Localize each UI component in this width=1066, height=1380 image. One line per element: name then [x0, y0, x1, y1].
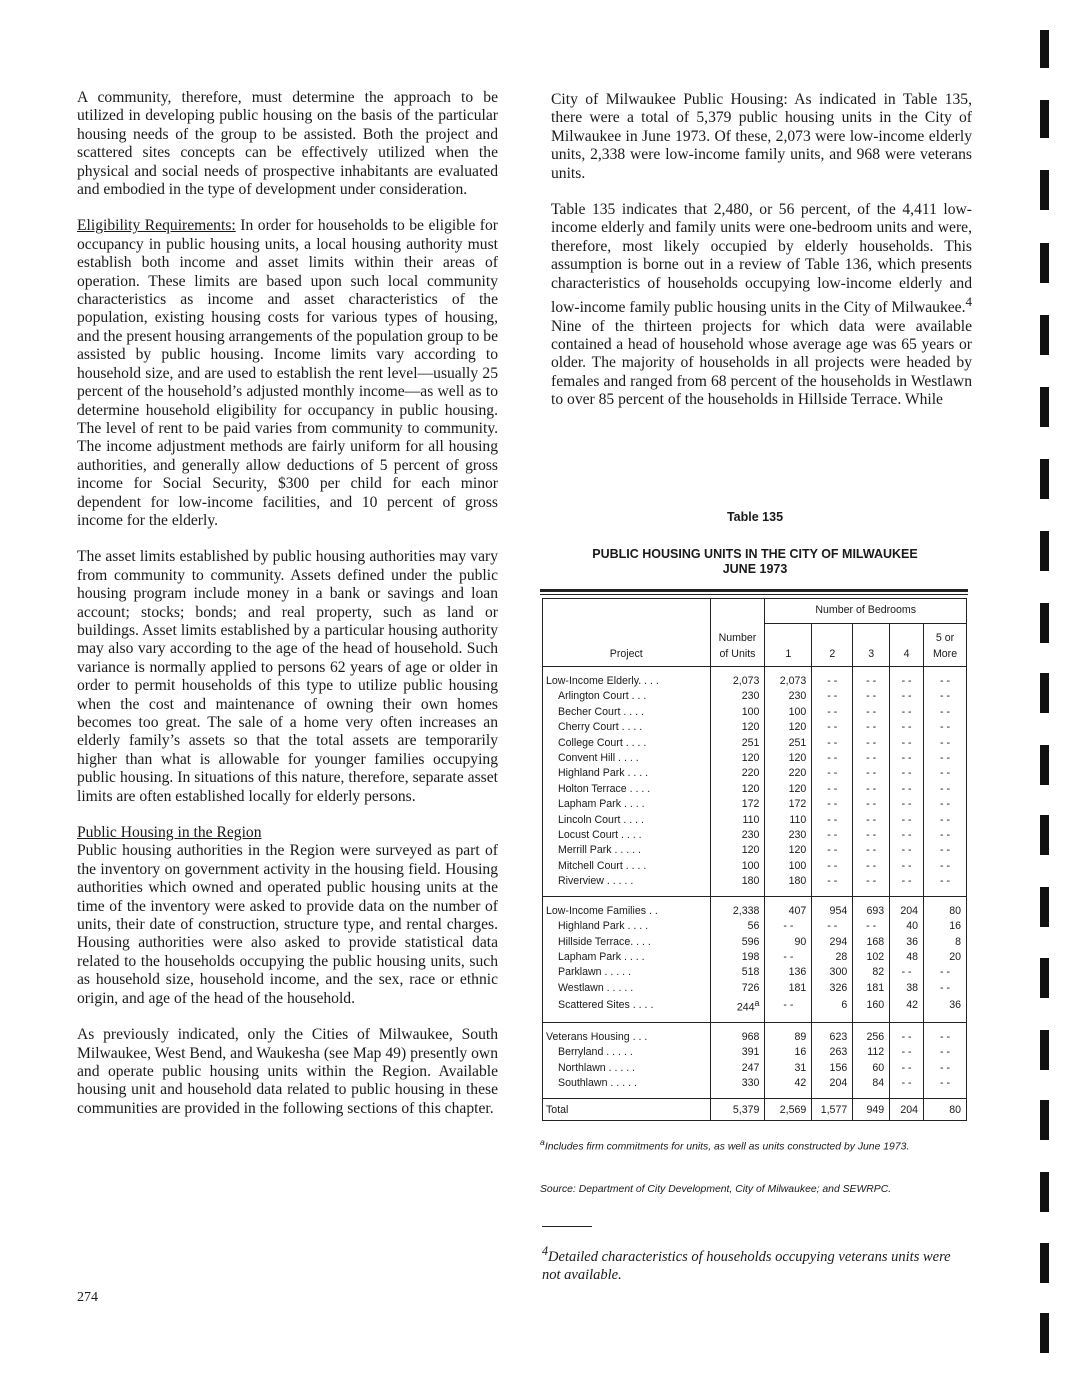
table-cell: 156 [812, 1061, 853, 1076]
header-bedrooms-4: 4 [890, 624, 924, 667]
table-row [543, 935, 967, 950]
table-cell: 100 [710, 859, 765, 874]
table-row [543, 797, 967, 812]
header-line: More [932, 647, 958, 660]
table-row [543, 689, 967, 704]
scan-edge-mark [1040, 170, 1049, 210]
table-cell: - - [853, 689, 890, 704]
table-cell: 2,569 [765, 1098, 812, 1120]
table-cell: - - [812, 782, 853, 797]
table-cell: 294 [812, 935, 853, 950]
table-row-group-total [543, 896, 967, 919]
table-cell: - - [853, 919, 890, 934]
table-cell: 120 [710, 782, 765, 797]
table-cell: 89 [765, 1023, 812, 1046]
table-cell: 954 [812, 896, 853, 919]
footnote-rule [542, 1226, 592, 1227]
table-cell: 48 [890, 950, 924, 965]
table-cell: - - [853, 736, 890, 751]
table-cell: 120 [765, 720, 812, 735]
table-cell: 120 [765, 782, 812, 797]
table-cell: - - [890, 1076, 924, 1098]
table-cell: - - [765, 996, 812, 1022]
table-cell: - - [924, 859, 967, 874]
table-cell: 100 [710, 705, 765, 720]
table-cell: - - [924, 965, 967, 980]
table-cell: - - [812, 720, 853, 735]
table-cell: 300 [812, 965, 853, 980]
paragraph: As previously indicated, only the Cities of Milwaukee, South Milwaukee, West Bend, and Waukesha (see Map 49) presently own and operate public housing units within the Region. Available housing unit and household data related to public housing in these communities are provided in the following sections of this chapter. [77, 1026, 498, 1117]
table-cell: - - [890, 705, 924, 720]
table-cell: 251 [710, 736, 765, 751]
table-cell: - - [890, 736, 924, 751]
footnote-marker: a [754, 998, 760, 1009]
table-cell: - - [853, 874, 890, 896]
table-row [543, 1061, 967, 1076]
table-row-label: Scattered Sites . . . . [543, 996, 711, 1022]
table-cell: 16 [765, 1045, 812, 1060]
table-row-label: Lincoln Court . . . . [543, 813, 711, 828]
table-cell: 391 [710, 1045, 765, 1060]
table-cell: - - [812, 874, 853, 896]
table-cell: 230 [765, 828, 812, 843]
table-cell: - - [812, 859, 853, 874]
table-cell: 112 [853, 1045, 890, 1060]
table-cell: 36 [924, 996, 967, 1022]
table-cell: - - [853, 843, 890, 858]
table-cell: 596 [710, 935, 765, 950]
table-cell: 726 [710, 981, 765, 996]
table-row [543, 965, 967, 980]
table-cell: 181 [765, 981, 812, 996]
table-cell: 172 [765, 797, 812, 812]
table-row-label: Locust Court . . . . [543, 828, 711, 843]
table-cell: - - [924, 782, 967, 797]
paragraph: The asset limits established by public housing authorities may vary from community to community. Assets defined under the public housing program include money in a bank or savings and loan account; stocks; bonds; and real property, such as land or buildings. Asset limits established by a particular housing authority may also vary according to the age of the head of household. Such variance is normally applied to persons 62 years of age or older in order to permit households of this type to utilize public housing when the cost and maintenance of owning their own homes becomes too great. The sale of a home very often increases an elderly family’s assets so that the total assets are temporarily higher than what is allowable for younger families occupying public housing. In situations of this nature, therefore, separate asset limits are often established locally for elderly persons. [77, 548, 498, 805]
table-row [543, 813, 967, 828]
table-row-total [543, 1098, 967, 1120]
table-cell: 120 [765, 843, 812, 858]
table-cell: - - [890, 766, 924, 781]
table-row-group-total [543, 667, 967, 690]
header-number-of-units [710, 599, 765, 667]
table-cell: - - [890, 689, 924, 704]
section-heading-public-housing: Public Housing in the Region [77, 824, 262, 842]
table-cell: 110 [765, 813, 812, 828]
table-row-label: Highland Park . . . . [543, 919, 711, 934]
table-row-label: Low-Income Elderly. . . . [543, 667, 711, 690]
scan-edge-mark [1040, 815, 1049, 855]
table-row-label: Berryland . . . . . [543, 1045, 711, 1060]
table-cell: - - [812, 919, 853, 934]
table-cell: - - [890, 813, 924, 828]
scan-edge-mark [1040, 603, 1049, 643]
table-row [543, 950, 967, 965]
table-cell: 168 [853, 935, 890, 950]
table-cell: 110 [710, 813, 765, 828]
table-cell: - - [890, 859, 924, 874]
table-cell: - - [812, 751, 853, 766]
table-cell: 90 [765, 935, 812, 950]
table-cell: 42 [890, 996, 924, 1022]
table-row [543, 981, 967, 996]
table-row-label: Holton Terrace . . . . [543, 782, 711, 797]
table-cell: 100 [765, 705, 812, 720]
table-cell: - - [890, 667, 924, 690]
table-cell: - - [812, 766, 853, 781]
table-cell: 230 [765, 689, 812, 704]
paragraph: City of Milwaukee Public Housing: As indicated in Table 135, there were a total of 5,379 public housing units in the City of Milwaukee in June 1973. Of these, 2,073 were low-income elderly units, 2,338 were low-income family units, and 968 were veterans units. [551, 91, 972, 182]
table-cell: - - [853, 782, 890, 797]
table-row-label: College Court . . . . [543, 736, 711, 751]
table-cell: 180 [710, 874, 765, 896]
header-line: 5 or [935, 632, 955, 645]
table-cell: 8 [924, 935, 967, 950]
paragraph: A community, therefore, must determine the approach to be utilized in developing public housing on the basis of the particular housing needs of the group to be assisted. Both the project and scattered sites concepts can be effectively utilized when the physical and social needs of prospective inhabitants are evaluated and embodied in the type of development under consideration. [77, 89, 498, 199]
table-cell: - - [812, 797, 853, 812]
table-row [543, 843, 967, 858]
table-top-rule-thin [540, 594, 968, 595]
page-number: 274 [77, 1290, 98, 1305]
table-cell: 40 [890, 919, 924, 934]
table-cell: 251 [765, 736, 812, 751]
paragraph: Public housing authorities in the Region were surveyed as part of the inventory on government activity in the housing field. Housing authorities which owned and operated public housing units at the time of the inventory were asked to provide data on the number of units, their date of construction, structure type, and rental charges. Housing authorities were also asked to provide statistical data related to the households occupying the public housing units, such as household size, household income, and the sex, race or ethnic origin, and age of the head of the household. [77, 842, 498, 1007]
table-cell: 518 [710, 965, 765, 980]
footnote-reference: 4 [965, 294, 972, 310]
table-cell [710, 996, 765, 1022]
table-row [543, 720, 967, 735]
table-cell: 84 [853, 1076, 890, 1098]
table-cell: - - [812, 828, 853, 843]
table-cell: - - [812, 736, 853, 751]
table-cell: - - [924, 843, 967, 858]
table-cell: 230 [710, 828, 765, 843]
table-cell: - - [890, 1045, 924, 1060]
table-row-label: Lapham Park . . . . [543, 797, 711, 812]
table-number: Table 135 [726, 510, 784, 524]
scan-edge-mark [1040, 1030, 1049, 1070]
scan-edge-mark [1040, 100, 1049, 138]
table-caption-line: PUBLIC HOUSING UNITS IN THE CITY OF MILWAUKEE [592, 547, 918, 561]
table-cell: - - [924, 736, 967, 751]
table-cell: - - [765, 950, 812, 965]
scan-edge-mark [1040, 1100, 1049, 1140]
table-cell: - - [890, 1061, 924, 1076]
table-cell: 230 [710, 689, 765, 704]
table-cell: 60 [853, 1061, 890, 1076]
table-cell: - - [924, 705, 967, 720]
table-cell: - - [765, 919, 812, 934]
table-cell: - - [924, 720, 967, 735]
scan-edge-mark [1040, 745, 1049, 785]
table-cell: - - [890, 720, 924, 735]
table-row-label: Lapham Park . . . . [543, 950, 711, 965]
table-cell: - - [924, 1076, 967, 1098]
table-row [543, 919, 967, 934]
table-row [543, 1045, 967, 1060]
table-cell: 5,379 [710, 1098, 765, 1120]
table-cell: - - [890, 751, 924, 766]
table-cell: - - [924, 1045, 967, 1060]
scan-edge-mark [1040, 387, 1049, 427]
table-cell: 6 [812, 996, 853, 1022]
right-column [551, 91, 972, 428]
table-cell: - - [812, 667, 853, 690]
table-row-label: Low-Income Families . . [543, 896, 711, 919]
scan-edge-mark [1040, 958, 1049, 998]
table-row [543, 751, 967, 766]
table-row-label: Southlawn . . . . . [543, 1076, 711, 1098]
table-caption [540, 547, 970, 577]
table-cell: - - [924, 689, 967, 704]
table-cell: - - [812, 689, 853, 704]
table-cell: 256 [853, 1023, 890, 1046]
table-cell: 693 [853, 896, 890, 919]
scan-edge-mark [1040, 673, 1049, 713]
scan-edge-mark [1040, 1172, 1049, 1212]
paragraph-text: Table 135 indicates that 2,480, or 56 percent, of the 4,411 low-income elderly and family units were one-bedroom units and were, therefore, most likely occupied by elderly households. This assumption is borne out in a review of Table 136, which presents characteristics of households occupying low-income elderly and low-income family public housing units in the City of Milwaukee. [551, 201, 972, 317]
header-number-of-bedrooms: Number of Bedrooms [765, 599, 967, 624]
table-cell: 220 [710, 766, 765, 781]
table-cell: - - [890, 965, 924, 980]
table-cell: 42 [765, 1076, 812, 1098]
table-body [543, 667, 967, 1121]
table-cell: 56 [710, 919, 765, 934]
table-row-label: Westlawn . . . . . [543, 981, 711, 996]
paragraph [77, 217, 498, 530]
table-cell: - - [890, 843, 924, 858]
table-row-label: Veterans Housing . . . [543, 1023, 711, 1046]
table-cell: - - [853, 828, 890, 843]
table-cell: 120 [710, 843, 765, 858]
table-header [543, 599, 967, 667]
table-cell: - - [853, 859, 890, 874]
table-row-label: Highland Park . . . . [543, 766, 711, 781]
table-cell: - - [853, 797, 890, 812]
scan-edge-mark [1040, 887, 1049, 927]
table-cell: 120 [710, 751, 765, 766]
table-cell: 1,577 [812, 1098, 853, 1120]
table-cell: - - [924, 667, 967, 690]
table-cell: 160 [853, 996, 890, 1022]
table-cell: - - [853, 766, 890, 781]
section-heading-eligibility: Eligibility Requirements: [77, 217, 236, 235]
table-cell: 102 [853, 950, 890, 965]
table-row-label: Riverview . . . . . [543, 874, 711, 896]
table-source: Source: Department of City Development, City of Milwaukee; and SEWRPC. [540, 1184, 892, 1195]
table-cell: 36 [890, 935, 924, 950]
cell-value: 244 [736, 1001, 755, 1014]
table-cell: - - [812, 705, 853, 720]
footnote-marker: 4 [542, 1244, 549, 1258]
scan-edge-mark [1040, 459, 1049, 499]
table-cell: 204 [812, 1076, 853, 1098]
table-cell: 326 [812, 981, 853, 996]
scan-edge-mark [1040, 1313, 1049, 1353]
header-bedrooms-1: 1 [765, 624, 812, 667]
table-cell: 2,073 [765, 667, 812, 690]
table-cell: 2,338 [710, 896, 765, 919]
table-cell: - - [924, 766, 967, 781]
table-cell: - - [890, 1023, 924, 1046]
table-row-label: Convent Hill . . . . [543, 751, 711, 766]
scan-edge-mark [1040, 315, 1049, 355]
table-row-label: Arlington Court . . . [543, 689, 711, 704]
table-cell: 172 [710, 797, 765, 812]
table-cell: 198 [710, 950, 765, 965]
table-row [543, 828, 967, 843]
header-bedrooms-5-or-more [924, 624, 967, 667]
header-line: of Units [719, 647, 756, 660]
table-cell: 623 [812, 1023, 853, 1046]
table-cell: - - [853, 720, 890, 735]
scan-edge-mark [1040, 531, 1049, 571]
data-table [542, 598, 967, 1121]
table-row-label: Parklawn . . . . . [543, 965, 711, 980]
table-top-rule [540, 589, 968, 592]
table-cell: 100 [765, 859, 812, 874]
table-row-label: Mitchell Court . . . . [543, 859, 711, 874]
paragraph-text: Nine of the thirteen projects for which data were available contained a head of household whose average age was 65 years or older. The majority of households in all projects were headed by females and ranged from 68 percent of the households in Westlawn to over 85 percent of the households in Hillside Terrace. While [551, 317, 972, 409]
table-cell: 181 [853, 981, 890, 996]
table-row-label: Merrill Park . . . . . [543, 843, 711, 858]
left-column [77, 89, 498, 1136]
table-cell: 247 [710, 1061, 765, 1076]
table-cell: 16 [924, 919, 967, 934]
table-cell: 180 [765, 874, 812, 896]
table-row [543, 782, 967, 797]
table-cell: 330 [710, 1076, 765, 1098]
table-cell: - - [853, 813, 890, 828]
table-cell: 80 [924, 1098, 967, 1120]
header-project: Project [543, 599, 711, 667]
table-cell: 407 [765, 896, 812, 919]
table-cell: - - [924, 874, 967, 896]
table-cell: 968 [710, 1023, 765, 1046]
footnote-text: Includes firm commitments for units, as well as units constructed by June 1973. [544, 1141, 910, 1153]
table-cell: 20 [924, 950, 967, 965]
table-cell: 80 [924, 896, 967, 919]
scan-edge-mark [1040, 1243, 1049, 1283]
table-row [543, 996, 967, 1022]
table-cell: - - [812, 813, 853, 828]
table-cell: 136 [765, 965, 812, 980]
scan-edge-mark [1040, 243, 1049, 283]
table-cell: 2,073 [710, 667, 765, 690]
table-row-label: Northlawn . . . . . [543, 1061, 711, 1076]
table-row [543, 1076, 967, 1098]
table-cell: 204 [890, 1098, 924, 1120]
table-footnote-a [540, 1135, 970, 1154]
table-cell: 28 [812, 950, 853, 965]
table-row-label: Hillside Terrace. . . . [543, 935, 711, 950]
table-cell: - - [924, 1061, 967, 1076]
paragraph-text: In order for households to be eligible for occupancy in public housing units, a local housing authority must establish both income and asset limits within their areas of operation. These limits are based upon such local community characteristics as income and asset characteristics of the population, existing housing costs for various types of housing, and the present housing arrangements of the population group to be assisted by public housing. Income limits vary according to household size, and are used to establish the rent level—usually 25 percent of the household’s adjusted monthly income—as well as to determine household eligibility for occupancy in public housing. The level of rent to be paid varies from community to community. The income adjustment methods are fairly uniform for all housing authorities, and generally allow deductions of 5 percent of gross income for Social Security, $300 per child for each minor dependent for low-income facilities, and 10 percent of gross income for the elderly. [77, 217, 498, 529]
table-cell: - - [924, 797, 967, 812]
table-cell: - - [924, 813, 967, 828]
header-line: Number [718, 632, 757, 645]
header-bedrooms-3: 3 [853, 624, 890, 667]
table-row-label: Cherry Court . . . . [543, 720, 711, 735]
table-cell: - - [812, 843, 853, 858]
table-cell: 204 [890, 896, 924, 919]
table-row [543, 705, 967, 720]
paragraph [551, 201, 972, 410]
table-cell: - - [890, 828, 924, 843]
table-cell: - - [924, 828, 967, 843]
table-cell: 120 [710, 720, 765, 735]
table-cell: 82 [853, 965, 890, 980]
table-cell: 120 [765, 751, 812, 766]
table-cell: - - [890, 782, 924, 797]
table-cell: 38 [890, 981, 924, 996]
table-cell: - - [924, 1023, 967, 1046]
table-cell: - - [890, 797, 924, 812]
table-cell: 220 [765, 766, 812, 781]
table-cell: 31 [765, 1061, 812, 1076]
table-row [543, 736, 967, 751]
table-row [543, 859, 967, 874]
table-cell: - - [890, 874, 924, 896]
scan-edge-mark [1040, 30, 1049, 68]
table-row-label: Total [543, 1098, 711, 1120]
table-cell: - - [853, 705, 890, 720]
table-row-label: Becher Court . . . . [543, 705, 711, 720]
header-bedrooms-2: 2 [812, 624, 853, 667]
table-cell: - - [853, 751, 890, 766]
table-cell: - - [924, 751, 967, 766]
table-cell: 949 [853, 1098, 890, 1120]
table-cell: 263 [812, 1045, 853, 1060]
footnote-marker: a [540, 1137, 545, 1147]
table-row [543, 874, 967, 896]
table-row [543, 766, 967, 781]
footnote-4 [542, 1242, 972, 1284]
table-row-group-total [543, 1023, 967, 1046]
footnote-text: Detailed characteristics of households occupying veterans units were not available. [542, 1248, 951, 1283]
table-caption-line: JUNE 1973 [722, 562, 788, 576]
table-cell: - - [853, 667, 890, 690]
table-cell: - - [924, 981, 967, 996]
